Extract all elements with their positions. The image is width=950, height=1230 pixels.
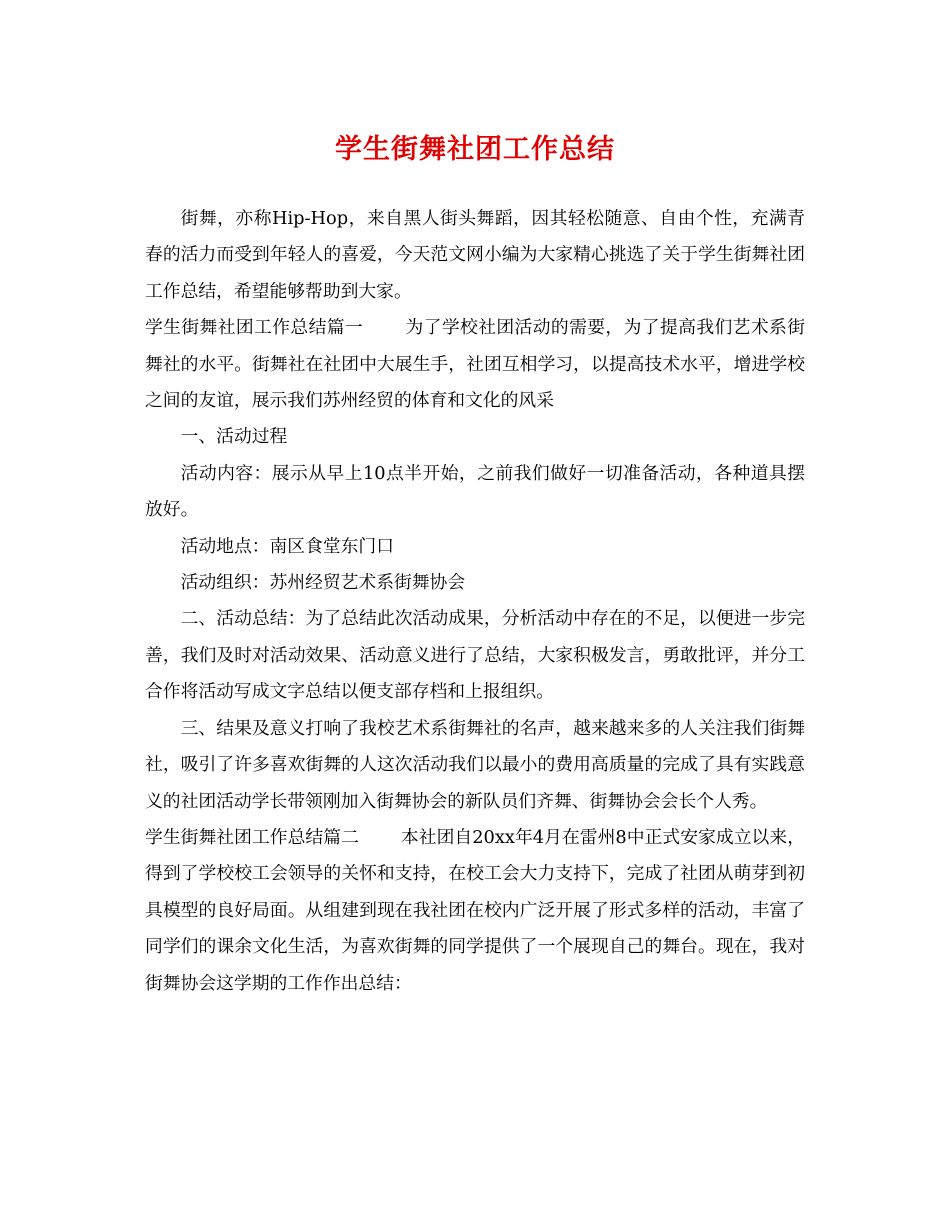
section3-paragraph: 三、结果及意义打响了我校艺术系街舞社的名声，越来越来多的人关注我们街舞社，吸引了许多喜欢街舞的人这次活动我们以最小的费用高质量的完成了具有实践意义的社团活动学长带领刚加入街舞协会的新队员们齐舞、街舞协会会长个人秀。 (145, 717, 805, 812)
article2-paragraph (145, 820, 805, 1002)
article2-heading: 学生街舞社团工作总结篇二 (145, 826, 359, 848)
article1-heading: 学生街舞社团工作总结篇一 (145, 317, 364, 339)
document-title: 学生街舞社团工作总结 (335, 134, 615, 165)
section2-paragraph: 二、活动总结：为了总结此次活动成果，分析活动中存在的不足，以便进一步完善，我们及时对活动效果、活动意义进行了总结，大家积极发言，勇敢批评，并分工合作将活动写成文字总结以便支部存档和上报组织。 (145, 608, 805, 703)
activity-content: 活动内容：展示从早上10点半开始，之前我们做好一切准备活动，各种道具摆放好。 (145, 462, 805, 521)
intro-paragraph: 街舞，亦称Hip-Hop，来自黑人街头舞蹈，因其轻松随意、自由个性，充满青春的活力而受到年轻人的喜爱，今天范文网小编为大家精心挑选了关于学生街舞社团工作总结，希望能够帮助到大家。 (145, 208, 805, 302)
activity-organizer: 活动组织：苏州经贸艺术系街舞协会 (180, 572, 466, 594)
section1-heading: 一、活动过程 (180, 426, 288, 448)
document-body (145, 201, 805, 1002)
article1-lead: 为了学校社团活动的需要，为了提高我们艺术系街舞社的水平。街舞社在社团中大展生手，社团互相学习，以提高技术水平，增进学校之间的友谊，展示我们苏州经贸的体育和文化的风采 (145, 317, 805, 412)
article1-paragraph (145, 310, 805, 419)
activity-location: 活动地点：南区食堂东门口 (180, 535, 394, 557)
article2-lead: 本社团自20xx年4月在雷州8中正式安家成立以来，得到了学校校工会领导的关怀和支持，在校工会大力支持下，完成了社团从萌芽到初具模型的良好局面。从组建到现在我社团在校内广泛开展了形式多样的活动，丰富了同学们的课余文化生活，为喜欢街舞的同学提供了一个展现自己的舞台。现在，我对街舞协会这学期的工作作出总结： (145, 826, 805, 994)
